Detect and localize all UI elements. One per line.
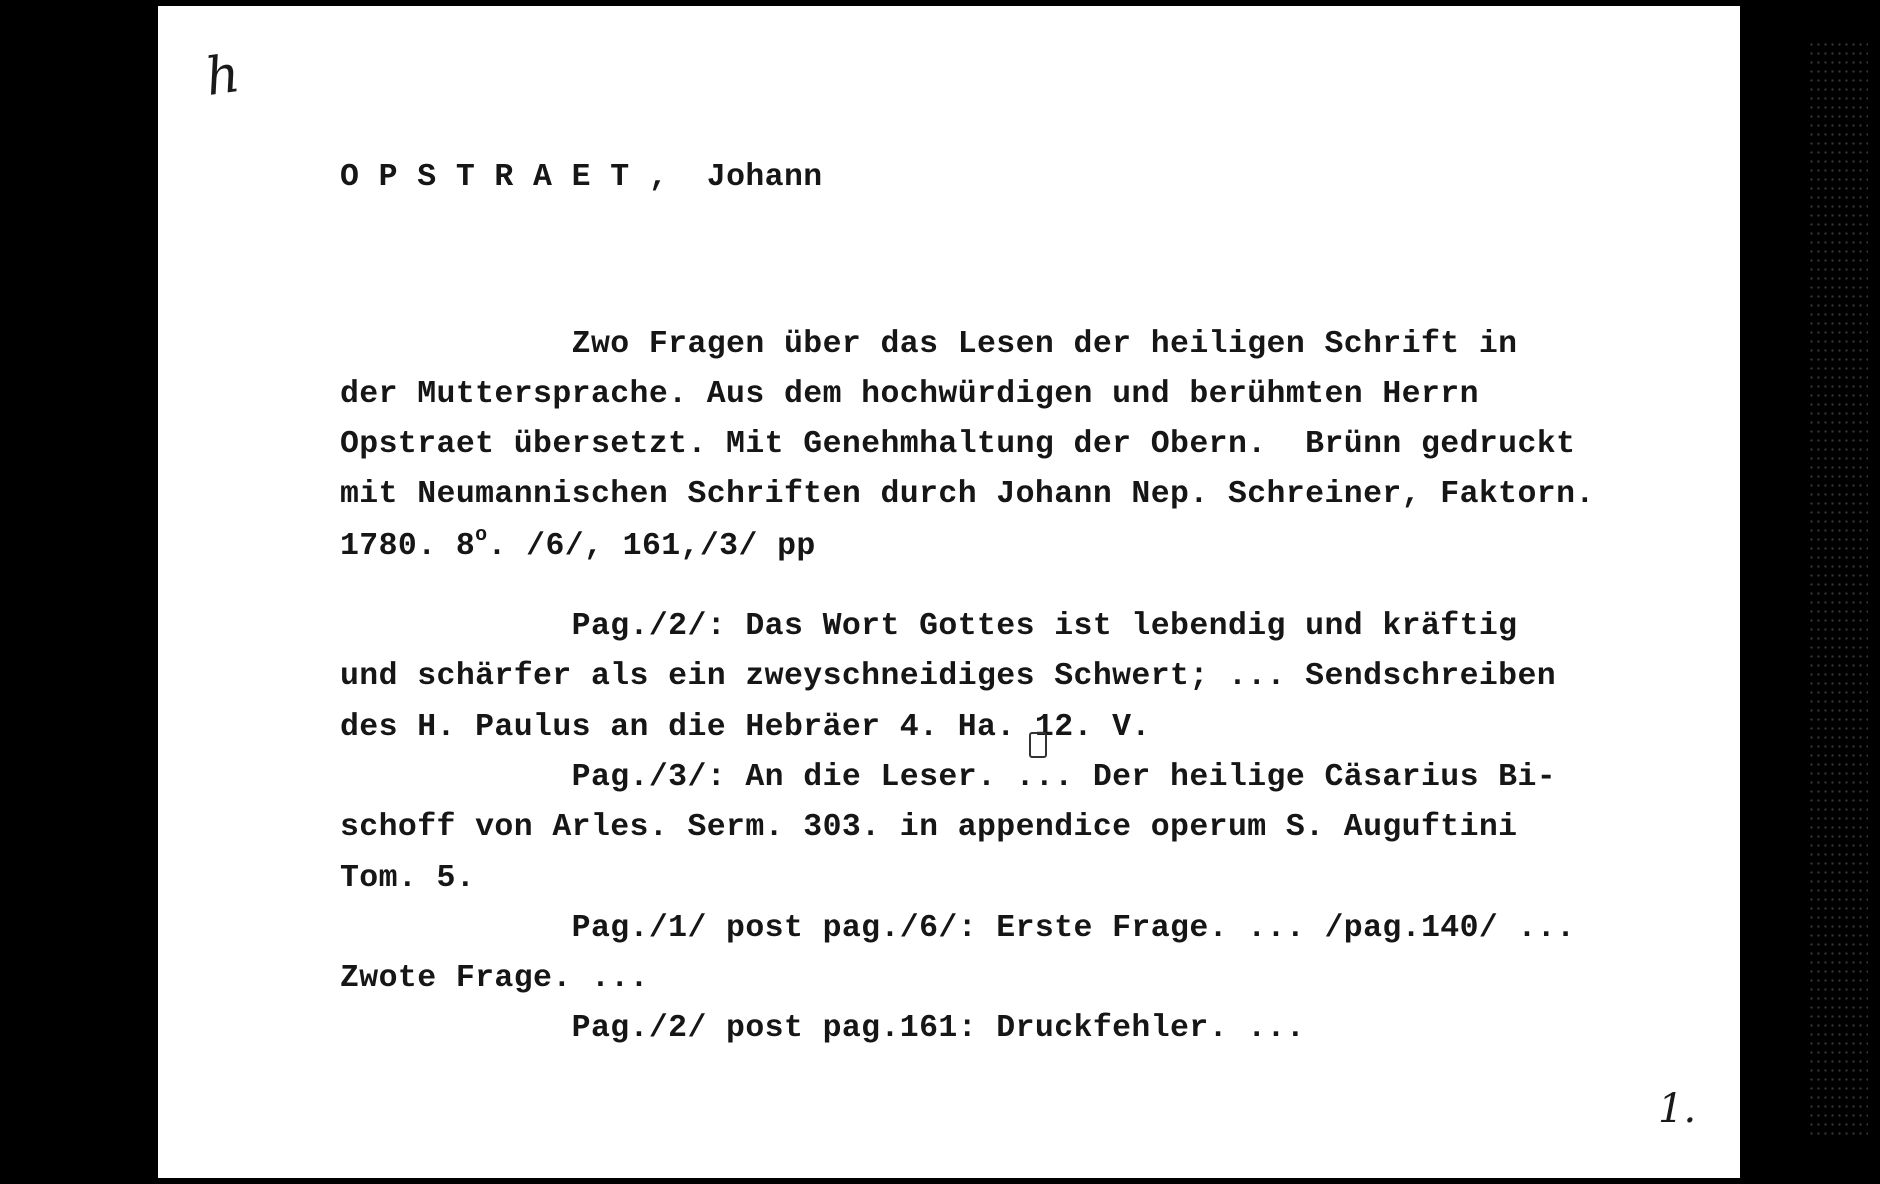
handwritten-mark-bottom-right: 1. [1658,1086,1697,1132]
scan-noise [1808,40,1868,1140]
chapter-sign-glyph [1029,732,1047,758]
note-line: schoff von Arles. Serm. 303. in appendice operum S. Auguftini [340,810,1518,845]
note-line: Pag./2/ post pag.161: Druckfehler. ... [340,1011,1306,1046]
title-line: der Muttersprache. Aus dem hochwürdigen und berühmten Herrn [340,377,1479,412]
title-line: Zwo Fragen über das Lesen der heiligen Schrift in [340,327,1518,362]
note-line: Pag./2/: Das Wort Gottes ist lebendig und kräftig [340,609,1518,644]
format-superscript: o [475,524,488,547]
note-line: Pag./1/ post pag./6/: Erste Frage. ... /pag.140/ ... [340,911,1576,946]
note-line: Zwote Frage. ... [340,961,649,996]
imprint-year-format: 1780. 8 [340,529,476,564]
handwritten-mark-top-left: h [201,43,244,109]
imprint-pagination: . /6/, 161,/3/ pp [487,529,816,564]
title-line: Opstraet übersetzt. Mit Genehmhaltung der Obern. Brünn gedruckt [340,427,1576,462]
author-surname: O P S T R A E T , [340,160,669,195]
title-line: mit Neumannischen Schriften durch Johann Nep. Schreiner, Faktorn. [340,477,1595,512]
note-line: des H. Paulus an die Hebräer 4. Ha. 12. V. [340,710,1151,745]
imprint-line [340,524,816,567]
catalog-card [158,6,1740,1178]
note-line: Pag./3/: An die Leser. ... Der heilige Cäsarius Bi- [340,760,1557,795]
note-line: und schärfer als ein zweyschneidiges Schwert; ... Sendschreiben [340,659,1557,694]
author-heading [340,158,823,198]
author-given-name: Johann [706,160,823,195]
note-line: Tom. 5. [340,861,476,896]
